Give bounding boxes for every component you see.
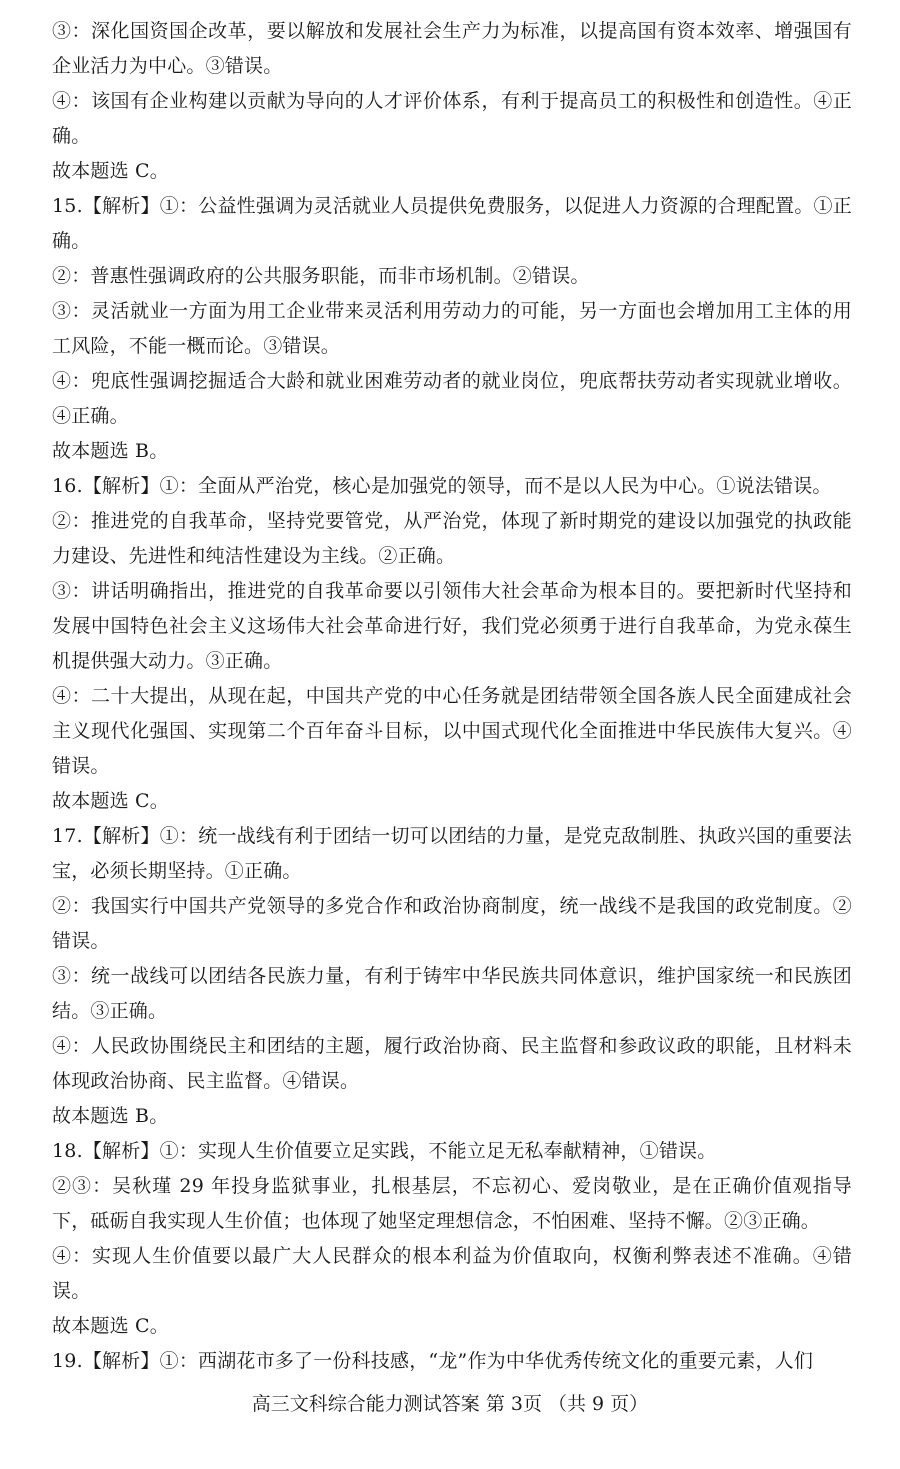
text-line: ④：二十大提出，从现在起，中国共产党的中心任务就是团结带领全国各族人民全面建成社会主义现代化强国、实现第二个百年奋斗目标，以中国式现代化全面推进中华民族伟大复兴。④错误。 [52,685,852,777]
text-line: 15.【解析】①：公益性强调为灵活就业人员提供免费服务，以促进人力资源的合理配置。①正确。 [52,195,852,252]
answer-content [52,14,852,1379]
text-line: 19.【解析】①：西湖花市多了一份科技感，“龙”作为中华优秀传统文化的重要元素，人们 [52,1350,814,1372]
text-line: ②：推进党的自我革命，坚持党要管党，从严治党，体现了新时期党的建设以加强党的执政能力建设、先进性和纯洁性建设为主线。②正确。 [52,510,852,567]
text-line: 17.【解析】①：统一战线有利于团结一切可以团结的力量，是党克敌制胜、执政兴国的重要法宝，必须长期坚持。①正确。 [52,825,852,882]
text-line: 18.【解析】①：实现人生价值要立足实践，不能立足无私奉献精神，①错误。 [52,1140,717,1162]
text-line: ③：深化国资国企改革，要以解放和发展社会生产力为标准，以提高国有资本效率、增强国有企业活力为中心。③错误。 [52,20,852,77]
text-line: ④：实现人生价值要以最广大人民群众的根本利益为价值取向，权衡利弊表述不准确。④错误。 [52,1245,852,1302]
text-line: ③：统一战线可以团结各民族力量，有利于铸牢中华民族共同体意识，维护国家统一和民族团结。③正确。 [52,965,852,1022]
text-line: ④：该国有企业构建以贡献为导向的人才评价体系，有利于提高员工的积极性和创造性。④正确。 [52,90,852,147]
text-line: ②：普惠性强调政府的公共服务职能，而非市场机制。②错误。 [52,265,590,287]
text-line: 故本题选 C。 [52,160,169,182]
text-line: ④：兜底性强调挖掘适合大龄和就业困难劳动者的就业岗位，兜底帮扶劳动者实现就业增收。④正确。 [52,370,852,427]
text-line: ③：讲话明确指出，推进党的自我革命要以引领伟大社会革命为根本目的。要把新时代坚持和发展中国特色社会主义这场伟大社会革命进行好，我们党必须勇于进行自我革命，为党永葆生机提供强大动力。③正确。 [52,580,852,672]
text-line: ③：灵活就业一方面为用工企业带来灵活利用劳动力的可能，另一方面也会增加用工主体的用工风险，不能一概而论。③错误。 [52,300,852,357]
text-line: 故本题选 B。 [52,1105,169,1127]
page-footer: 高三文科综合能力测试答案 第 3页 （共 9 页） [251,1393,649,1415]
text-line: ②：我国实行中国共产党领导的多党合作和政治协商制度，统一战线不是我国的政党制度。②错误。 [52,895,852,952]
text-line: 16.【解析】①：全面从严治党，核心是加强党的领导，而不是以人民为中心。①说法错误。 [52,475,832,497]
text-line: 故本题选 C。 [52,790,169,812]
text-line: 故本题选 B。 [52,440,169,462]
text-line: 故本题选 C。 [52,1315,169,1337]
text-line: ④：人民政协围绕民主和团结的主题，履行政治协商、民主监督和参政议政的职能，且材料未体现政治协商、民主监督。④错误。 [52,1035,852,1092]
text-line: ②③：吴秋瑾 29 年投身监狱事业，扎根基层，不忘初心、爱岗敬业，是在正确价值观指导下，砥砺自我实现人生价值；也体现了她坚定理想信念，不怕困难、坚持不懈。②③正确。 [52,1175,852,1232]
